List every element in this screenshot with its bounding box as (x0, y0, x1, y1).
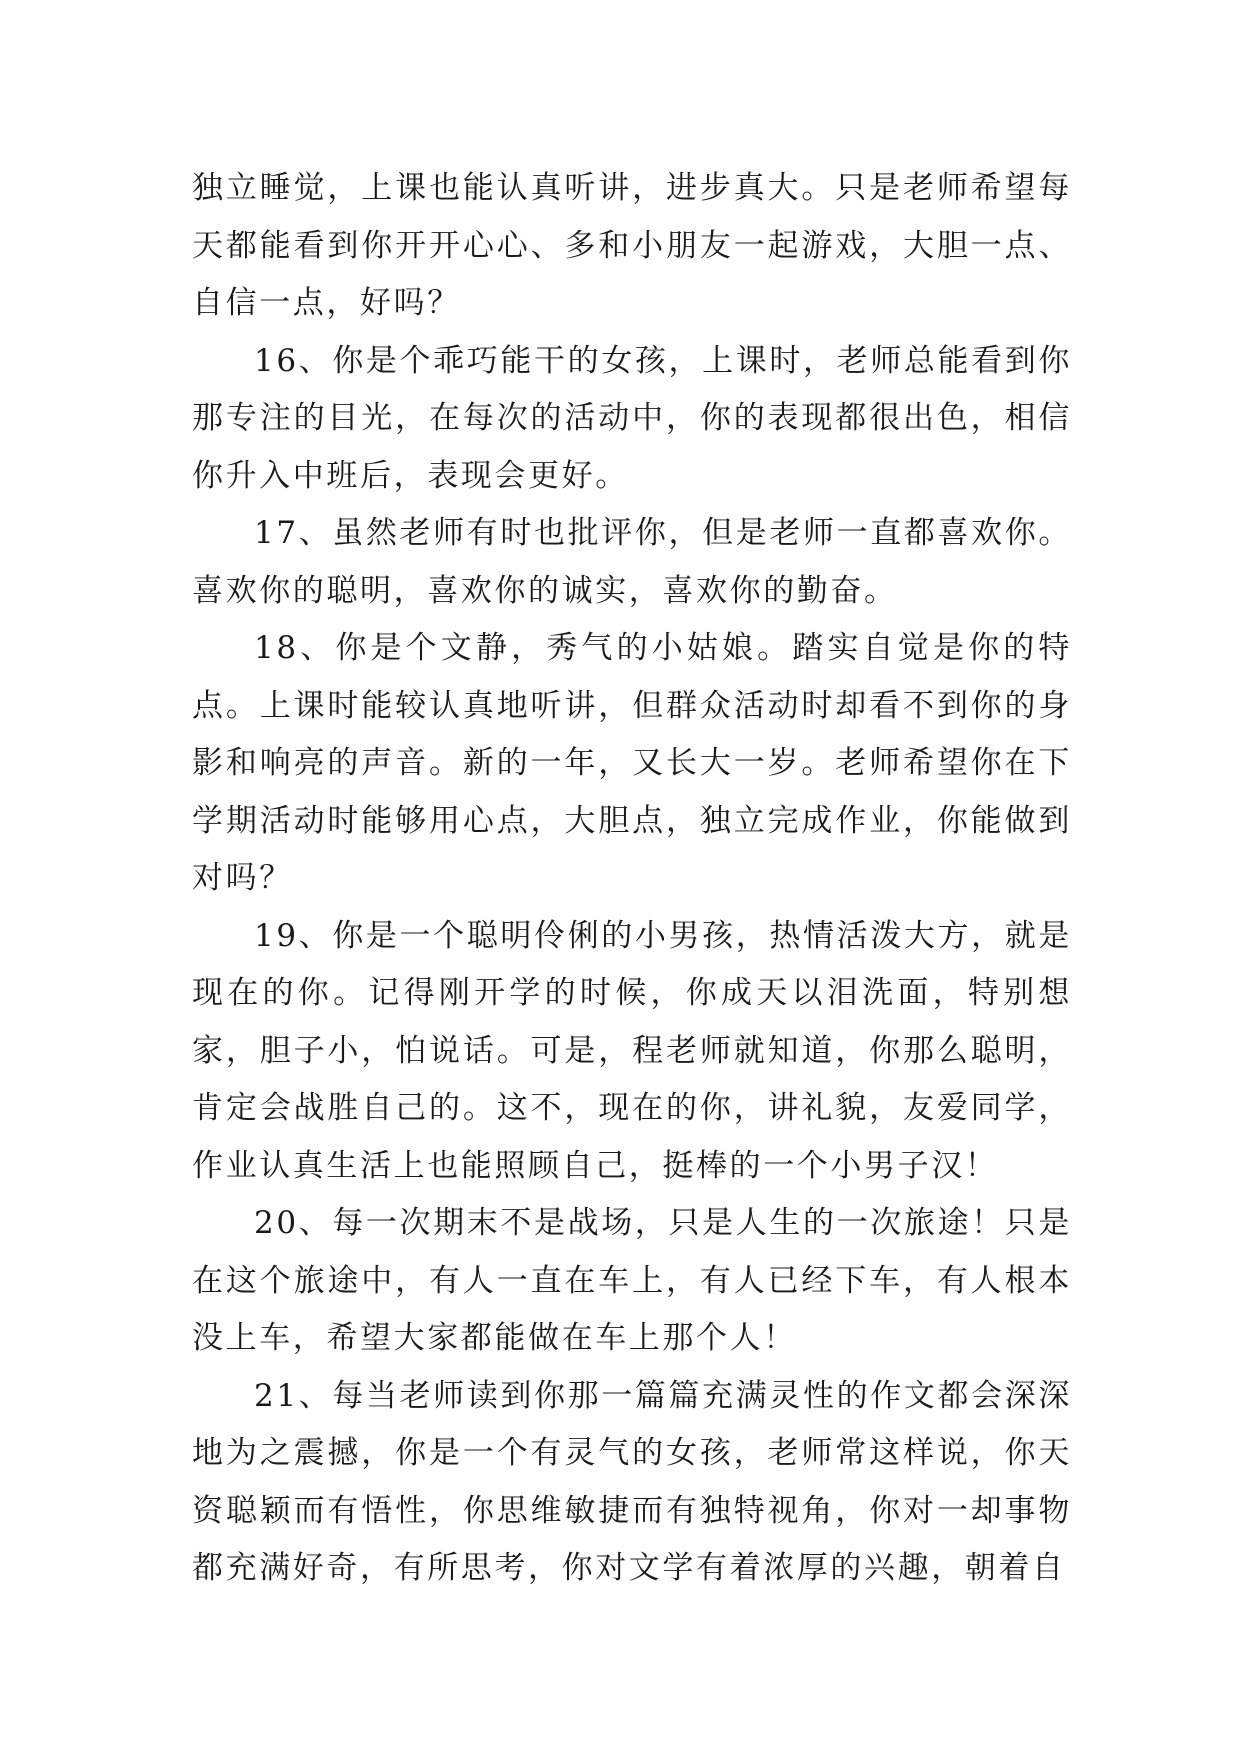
paragraph-19: 19、你是一个聪明伶俐的小男孩，热情活泼大方，就是现在的你。记得刚开学的时候，你成天以泪洗面，特别想家，胆子小，怕说话。可是，程老师就知道，你那么聪明，肯定会战胜自己的。这不，现在的你，讲礼貌，友爱同学，作业认真生活上也能照顾自己，挺棒的一个小男子汉！ (192, 917, 1072, 1184)
paragraph-15-continued: 独立睡觉，上课也能认真听讲，进步真大。只是老师希望每天都能看到你开开心心、多和小朋友一起游戏，大胆一点、自信一点，好吗？ (192, 170, 1072, 321)
paragraph-17: 17、虽然老师有时也批评你，但是老师一直都喜欢你。喜欢你的聪明，喜欢你的诚实，喜欢你的勤奋。 (192, 515, 1072, 609)
paragraph-20: 20、每一次期末不是战场，只是人生的一次旅途！只是在这个旅途中，有人一直在车上，有人已经下车，有人根本没上车，希望大家都能做在车上那个人！ (192, 1205, 1072, 1356)
paragraph-21: 21、每当老师读到你那一篇篇充满灵性的作文都会深深地为之震撼，你是一个有灵气的女孩，老师常这样说，你天资聪颖而有悟性，你思维敏捷而有独特视角，你对一却事物都充满好奇，有所思考，你对文学有着浓厚的兴趣，朝着自 (192, 1377, 1072, 1586)
paragraph-16: 16、你是个乖巧能干的女孩，上课时，老师总能看到你那专注的目光，在每次的活动中，你的表现都很出色，相信你升入中班后，表现会更好。 (192, 342, 1072, 494)
paragraph-18: 18、你是个文静，秀气的小姑娘。踏实自觉是你的特点。上课时能较认真地听讲，但群众活动时却看不到你的身影和响亮的声音。新的一年，又长大一岁。老师希望你在下学期活动时能够用心点，大胆点，独立完成作业，你能做到对吗？ (192, 630, 1072, 896)
body-text (192, 160, 1072, 1598)
